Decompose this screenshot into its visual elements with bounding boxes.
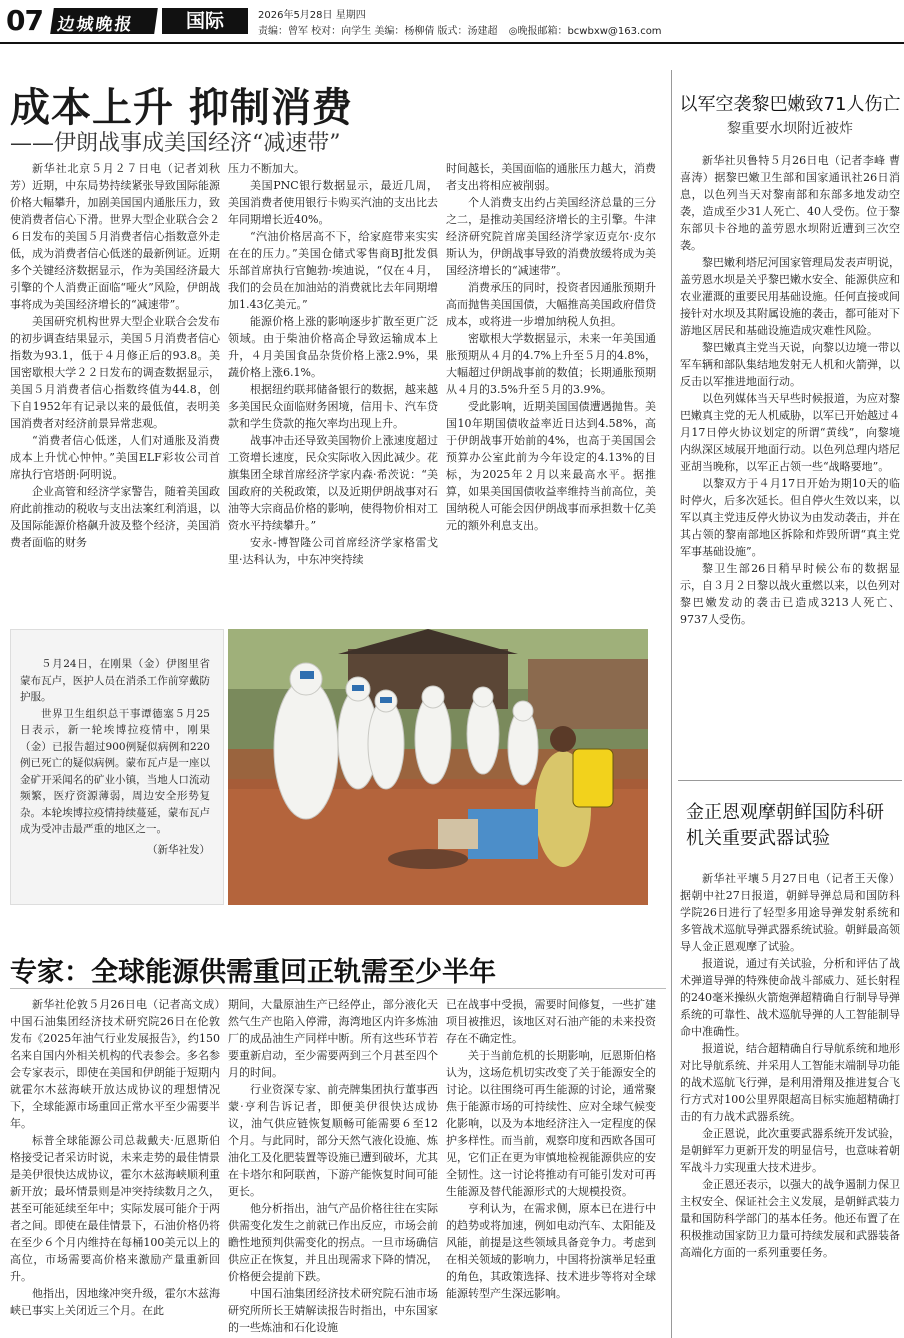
column-divider [671, 70, 672, 1338]
paragraph: 美国研究机构世界大型企业联合会发布的初步调查结果显示，美国５月消费者信心指数为93.1，低于４月修正后的93.8。美国密歇根大学２２日发布的调查数据显示，美国５月消费者信心指数终值为44.8，创下自1952年有记录以来的最低值，表明美国消费者对经济前景异常悲观。 [10, 315, 220, 430]
side-article-1-body [680, 152, 900, 722]
paragraph: “消费者信心低迷，人们对通胀及消费成本上升忧心忡忡。”美国ELF彩妆公司首席执行官塔朗·阿明说。 [10, 434, 220, 481]
second-article-col-1 [10, 996, 220, 1334]
paragraph: 消费承压的同时，投资者因通胀预期升高而抛售美国国债，大幅推高美国政府借贷成本，或将进一步增加纳税人负担。 [446, 281, 656, 328]
side-article-1-title: 以军空袭黎巴嫩致71人伤亡 [679, 94, 901, 115]
page-number: 07 [6, 4, 43, 37]
side-divider [678, 780, 902, 781]
staff-names: 责编：曾军 校对：向学生 美编：杨柳倩 版式：汤建超 [258, 26, 498, 37]
second-article-col-2 [228, 996, 438, 1334]
second-headline: 专家：全球能源供需重回正轨需至少半年 [10, 957, 496, 988]
photo-source: （新华社发） [147, 843, 210, 856]
paragraph: 报道说，结合超精确自行导航系统和地形对比导航系统、并采用人工智能末端制导功能的战术巡航飞行弹，是利用滑翔及推进复合飞行方式对100公里界限超高目标实施超精确打击的有力战术武器系统。 [680, 1042, 900, 1123]
caption-paragraph: 世界卫生组织总干事谭德塞５月25日表示，新一轮埃博拉疫情中，刚果（金）已报告超过900例疑似病例和220例已死亡的疑似病例。蒙布瓦卢是一座以金矿开采闻名的矿业小镇，当地人口流动频繁，医疗资源薄弱，周边安全形势复杂。本轮埃博拉疫情持续蔓延，蒙布瓦卢成为受冲击最严重的地区之一。 [20, 707, 210, 835]
staff-line [258, 22, 662, 37]
paragraph: 中国石油集团经济技术研究院石油市场研究所所长王婧解读报告时指出，中东国家的一些炼油和石化设施 [228, 1287, 438, 1334]
photo-caption [20, 656, 210, 896]
main-article-col-1 [10, 160, 220, 590]
paragraph: 黎巴嫩真主党当天说，向黎以边境一带以军车辆和部队集结地发射无人机和火箭弹，以反击以军推进地面行动。 [680, 341, 900, 388]
paragraph: 新华社北京５月２７日电（记者刘秋芳）近期，中东局势持续紧张导致国际能源价格大幅攀升，加剧美国国内通胀压力，致使消费者信心下滑。世界大型企业联合会２６日发布的美国５月消费者信心指数意外走低，成为消费者信心低迷的最新例证。近期多个关键经济数据显示，作为美国经济最大引擎的个人消费正面临“哑火”风险，伊朗战事将成为美国经济增长的“减速带”。 [10, 162, 220, 311]
paragraph: 黎巴嫩利塔尼河国家管理局发表声明说，盖劳恩水坝是关乎黎巴嫩水安全、能源供应和农业灌溉的重要民用基础设施。任何直接或间接针对水坝及其附属设施的袭击，都可能对下游地区居民和基础设施造成灾难性风险。 [680, 256, 900, 337]
news-photo [228, 629, 648, 905]
second-article-col-3 [446, 996, 656, 1334]
paragraph: 美国PNC银行数据显示，最近几周，美国消费者使用银行卡购买汽油的支出比去年同期增长近40%。 [228, 179, 438, 226]
paragraph: 标普全球能源公司总裁戴夫·厄恩斯伯格接受记者采访时说，未来走势的最佳情景是美伊很快达成协议，霍尔木兹海峡顺利重新开放；最坏情景则是冲突持续数月之久，甚至可能延续至年中；实际发展可能介于两者之间。即使在最佳情景下，石油价格仍将在至少６个月内维持在每桶100美元以上的高位，市场需要高价格来激励产量重新回升。 [10, 1134, 220, 1283]
paragraph: 压力不断加大。 [228, 162, 305, 175]
paragraph: 行业资深专家、前壳牌集团执行董事西蒙·亨利告诉记者，即便美伊很快达成协议，油气供应链恢复顺畅可能需要６至12个月。与此同时，部分天然气液化设施、炼油化工及化肥装置等设施已遭到破坏，尤其在卡塔尔和阿联酋，下游产能恢复时间可能更长。 [228, 1083, 438, 1198]
paragraph: 以黎双方于４月17日开始为期10天的临时停火，后多次延长。但自停火生效以来，以军以真主党违反停火协议为由发动袭击，并在其占领的黎南部地区拆除和炸毁所谓“真主党军事基础设施”。 [680, 477, 900, 558]
paragraph: 报道说，通过有关试验，分析和评估了战术弹道导弹的特殊使命战斗部威力、延长射程的240毫米操纵火箭炮弹超精确自行制导导弹系统的可靠性、战术巡航导弹的人工智能制导命中准确性。 [680, 957, 900, 1038]
paragraph: 密歇根大学数据显示，未来一年美国通胀预期从４月的4.7%上升至５月的4.8%，大幅超过伊朗战事前的数值；长期通胀预期从４月的3.5%升至５月的3.9%。 [446, 332, 656, 396]
paragraph: 他分析指出，油气产品价格往往在实际供需变化发生之前就已作出反应，市场会前瞻性地预判供需变化的拐点。一旦市场确信供应正在恢复，并且出现需求下降的情况，价格便会提前下跌。 [228, 1202, 438, 1283]
main-headline: 成本上升 抑制消费 [10, 85, 353, 131]
paragraph: 根据纽约联邦储备银行的数据，越来越多美国民众面临财务困境，信用卡、汽车贷款和学生贷款的拖欠率均出现上升。 [228, 383, 438, 430]
paragraph: 金正恩说，此次重要武器系统开发试验，是朝鲜军力更新开发的明显信号，也意味着朝军战斗力实现重大技术进步。 [680, 1127, 900, 1174]
paper-name: 边城晚报 [50, 8, 158, 34]
date-line: 2026年5月28日 星期四 [258, 10, 366, 21]
paragraph: 安永-博智隆公司首席经济学家格雷戈里·达科认为，中东冲突持续 [228, 536, 438, 566]
paragraph: 已在战事中受损，需要时间修复，一些扩建项目被推迟，该地区对石油产能的未来投资存在不确定性。 [446, 998, 656, 1045]
section-name: 国际 [162, 8, 248, 34]
caption-paragraph: ５月24日，在刚果（金）伊图里省蒙布瓦卢，医护人员在消杀工作前穿戴防护服。 [20, 658, 210, 703]
paragraph: 能源价格上涨的影响逐步扩散至更广泛领域。由于柴油价格高企导致运输成本上升，４月美国食品杂货价格上涨2.9%，果蔬价格上涨6.1%。 [228, 315, 438, 379]
main-subheadline: ——伊朗战事成美国经济“减速带” [10, 131, 341, 156]
paragraph: 新华社伦敦５月26日电（记者高文成）中国石油集团经济技术研究院26日在伦敦发布《2025年油气行业发展报告》，约150名来自国内外相关机构的代表参会。多名参会专家表示，即使在美国和伊朗能于短期内就霍尔木兹海峡开放达成协议的理想情况下，全球能源市场重回正常水平至少需要半年。 [10, 998, 220, 1130]
side-article-2-body [680, 870, 900, 1334]
email-line: ◎晚报邮箱：bcwbxw@163.com [508, 26, 662, 37]
paragraph: 时间越长，美国面临的通胀压力越大，消费者支出将相应被削弱。 [446, 162, 656, 192]
paragraph: 黎卫生部26日稍早时候公布的数据显示，自３月２日黎以战火重燃以来，以色列对黎巴嫩发动的袭击已造成3213人死亡、9737人受伤。 [680, 562, 900, 626]
paragraph: 新华社贝鲁特５月26日电（记者李峰 曹喜涛）据黎巴嫩卫生部和国家通讯社26日消息，以色列当天对黎南部和东部多地发动空袭，造成至少31人死亡、40人受伤。位于黎东部贝卡谷地的盖劳恩水坝附近遭到三次空袭。 [680, 154, 900, 252]
paragraph: 受此影响，近期美国国债遭遇抛售。美国10年期国债收益率近日达到4.58%，高于伊朗战事开始前的4%，也高于美国国会预算办公室此前为今年设定的4.13%的目标，为2025年２月以来最高水平。据推算，如果美国国债收益率维持当前高位，美国纳税人可能会因伊朗战事而承担数十亿美元的额外利息支出。 [446, 400, 656, 532]
paragraph: 关于当前危机的长期影响，厄恩斯伯格认为，这场危机切实改变了关于能源安全的讨论。以往围绕可再生能源的讨论，通常聚焦于能源市场的可持续性、应对全球气候变化影响，以及为本地经济注入一定程度的保护多样性。而当前，观察印度和西欧各国可见，它们正在更为审慎地检视能源供应的安全韧性。这一讨论将推动有可能引发对可再生能源及替代能源形式的大规模投资。 [446, 1049, 656, 1198]
paragraph: 他指出，因地缘冲突升级，霍尔木兹海峡已事实上关闭近三个月。在此 [10, 1287, 220, 1317]
main-article-col-3 [446, 160, 656, 590]
main-article-col-2 [228, 160, 438, 590]
side-article-2-title: 金正恩观摩朝鲜国防科研机关重要武器试验 [686, 802, 884, 849]
side-article-1-subtitle: 黎重要水坝附近被炸 [727, 121, 853, 137]
paragraph: 期间，大量原油生产已经停止，部分液化天然气生产也陷入停滞，海湾地区内许多炼油厂的成品油生产同样中断。所有这些环节若要重新启动，至少需要两到三个月甚至四个月的时间。 [228, 998, 438, 1079]
paragraph: 亨利认为，在需求侧，原本已在进行中的趋势或将加速，例如电动汽车、太阳能及风能，前提是这些领域具备竞争力。考虑到在相关领域的影响力，中国将扮演举足轻重的角色，其政策选择、技术进步等将对全球能源转型产生深远影响。 [446, 1202, 656, 1300]
paragraph: 个人消费支出约占美国经济总量的三分之二，是推动美国经济增长的主引擎。牛津经济研究院首席美国经济学家迈克尔·皮尔斯认为，伊朗战事导致的消费放缓将成为美国经济增长的“减速带”。 [446, 196, 656, 277]
paragraph: “汽油价格居高不下，给家庭带来实实在在的压力。”美国仓储式零售商BJ批发俱乐部首席执行官鲍勃·埃迪说，“仅在４月，我们的会员在加油站的消费就比去年同期增加1.43亿美元。” [228, 230, 438, 311]
second-headline-rule [10, 988, 666, 989]
paragraph: 金正恩还表示，以强大的战争遏制力保卫主权安全、保证社会主义发展，是朝鲜武装力量和国防科学部门的基本任务。他还布置了在积极推动国家防卫力量可持续发展和武器装备高端化方面的一系列重要任务。 [680, 1178, 900, 1259]
paragraph: 战事冲击还导致美国物价上涨速度超过工资增长速度，民众实际收入因此减少。花旗集团全球首席经济学家内森·希茨说：“美国政府的关税政策，以及近期伊朗战事对石油等大宗商品价格的影响，使得物价相对工资水平持续攀升。” [228, 434, 438, 532]
photo-illustration [228, 629, 648, 905]
paragraph: 新华社平壤５月27日电（记者王天像）据朝中社27日报道，朝鲜导弹总局和国防科学院26日进行了轻型多用途导弹发射系统和多管战术巡航导弹武器系统试验。朝鲜最高领导人金正恩观摩了试验。 [680, 872, 900, 953]
header-rule [0, 42, 904, 44]
paragraph: 以色列媒体当天早些时候报道，为应对黎巴嫩真主党的无人机威胁，以军已开始越过４月17日停火协议划定的所谓“黄线”，向黎境内纵深区域展开地面行动。以色列总理内塔尼亚胡当晚称，以军正占领一些“战略要地”。 [680, 392, 900, 473]
paragraph: 企业高管和经济学家警告，随着美国政府此前推动的税收与支出法案红利消退，以及国际能源价格飙升波及整个经济，美国消费者面临的财务 [10, 485, 220, 549]
masthead [0, 0, 904, 40]
